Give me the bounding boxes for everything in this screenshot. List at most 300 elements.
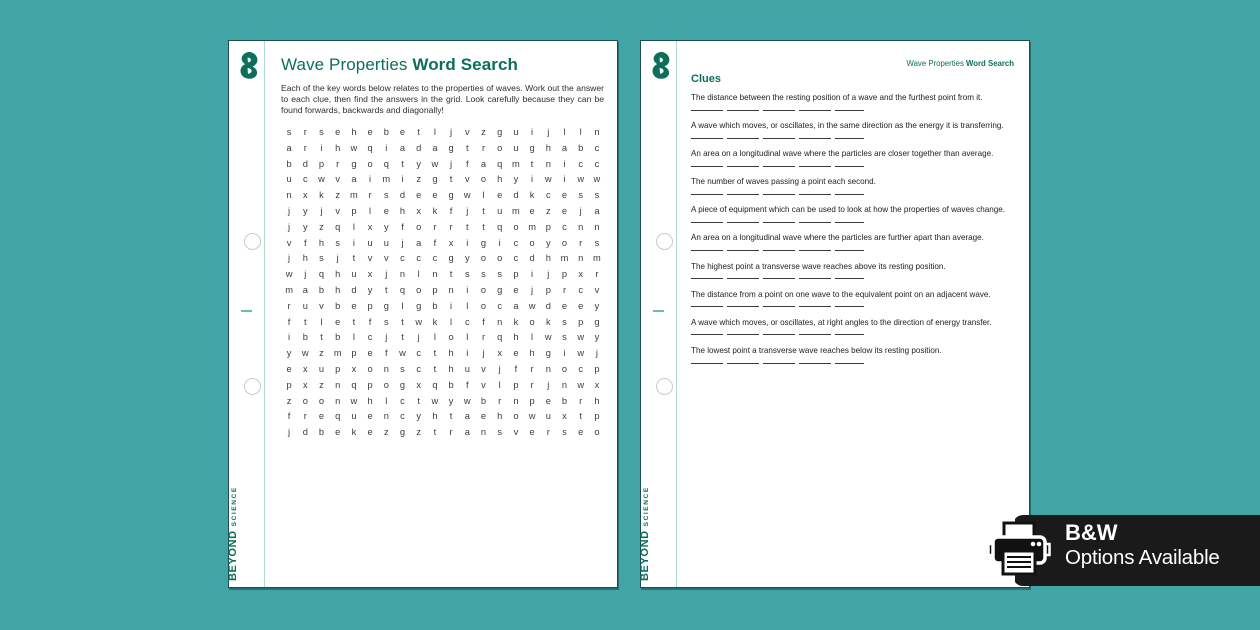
grid-letter: l xyxy=(320,316,323,327)
grid-letter: n xyxy=(335,395,341,406)
science-label: SCIENCE xyxy=(643,486,650,527)
grid-letter: b xyxy=(432,300,438,311)
grid-letter: j xyxy=(450,158,453,169)
grid-letter: r xyxy=(498,395,502,406)
grid-letter: w xyxy=(593,174,601,185)
grid-letter: b xyxy=(335,300,341,311)
clue-text: The highest point a transverse wave reaches above its resting position. xyxy=(691,261,946,271)
grid-letter: e xyxy=(335,316,341,327)
grid-letter: k xyxy=(432,205,438,216)
grid-letter: c xyxy=(594,142,600,153)
grid-letter: h xyxy=(529,348,535,359)
grid-letter: b xyxy=(302,332,308,343)
grid-letter: j xyxy=(288,221,291,232)
grid-letter: p xyxy=(594,411,600,422)
grid-letter: n xyxy=(594,221,600,232)
grid-letter: z xyxy=(319,348,324,359)
grid-letter: n xyxy=(578,221,584,232)
grid-letter: t xyxy=(320,332,323,343)
grid-letter: u xyxy=(302,300,308,311)
grid-letter: e xyxy=(367,411,373,422)
grid-letter: u xyxy=(497,205,503,216)
grid-letter: w xyxy=(528,300,536,311)
grid-letter: r xyxy=(579,237,583,248)
grid-letter: y xyxy=(513,174,519,185)
grid-letter: s xyxy=(383,190,389,201)
grid-letter: i xyxy=(531,269,534,280)
grid-letter: o xyxy=(367,158,373,169)
grid-letter: p xyxy=(545,284,551,295)
grid-letter: d xyxy=(545,300,551,311)
grid-letter: m xyxy=(593,253,601,264)
grid-letter: e xyxy=(578,300,584,311)
header-regular: Wave Properties xyxy=(906,59,964,68)
grid-letter: s xyxy=(562,316,567,327)
grid-letter: w xyxy=(399,348,406,359)
grid-letter: k xyxy=(432,316,438,327)
grid-letter: r xyxy=(368,190,372,201)
grid-letter: e xyxy=(399,127,406,137)
grid-letter: r xyxy=(579,395,583,406)
grid-letter: w xyxy=(350,142,358,153)
clue-text: A wave which moves, or oscillates, in the same direction as the energy it is transferring. xyxy=(691,121,1004,131)
grid-letter: m xyxy=(512,158,520,169)
answer-line xyxy=(691,166,864,167)
grid-letter: l xyxy=(498,379,501,390)
grid-letter: c xyxy=(513,237,519,248)
grid-letter: y xyxy=(545,237,551,248)
grid-letter: b xyxy=(318,427,325,438)
grid-letter: q xyxy=(335,411,341,422)
grid-letter: q xyxy=(383,158,389,169)
grid-letter: r xyxy=(530,363,534,374)
grid-letter: e xyxy=(367,348,373,359)
grid-letter: a xyxy=(594,205,600,216)
grid-letter: f xyxy=(465,379,469,390)
grid-letter: o xyxy=(480,253,487,264)
grid-letter: z xyxy=(416,427,422,438)
grid-letter: g xyxy=(383,300,389,311)
clue-item xyxy=(691,233,1015,251)
grid-letter: t xyxy=(401,158,404,169)
grid-letter: u xyxy=(383,237,389,248)
center-mark xyxy=(653,310,664,312)
beyond-label: BEYOND xyxy=(639,530,651,581)
grid-letter: h xyxy=(351,127,357,137)
grid-letter: k xyxy=(545,316,551,327)
grid-letter: o xyxy=(383,379,389,390)
clue-text: The distance between the resting position of a wave and the furthest point from it. xyxy=(691,93,983,102)
grid-letter: o xyxy=(497,142,503,153)
grid-letter: z xyxy=(383,427,389,438)
grid-letter: l xyxy=(531,332,534,343)
grid-letter: v xyxy=(335,174,341,185)
grid-letter: x xyxy=(302,190,308,201)
grid-letter: s xyxy=(319,253,324,264)
answer-line xyxy=(691,306,864,307)
grid-letter: o xyxy=(480,300,487,311)
grid-letter: f xyxy=(287,316,291,327)
grid-letter: k xyxy=(351,427,357,438)
bw-options-badge xyxy=(984,514,1260,586)
grid-letter: c xyxy=(400,411,405,422)
grid-letter: f xyxy=(514,363,518,374)
grid-letter: t xyxy=(433,427,437,438)
beyond-label: BEYOND xyxy=(227,530,239,581)
grid-letter: p xyxy=(367,300,373,311)
beyond-logo-icon xyxy=(649,51,675,82)
grid-letter: w xyxy=(577,332,585,343)
grid-letter: v xyxy=(464,174,470,185)
grid-letter: a xyxy=(399,142,406,153)
header-bold: Word Search xyxy=(966,59,1014,68)
grid-letter: u xyxy=(464,363,470,374)
grid-letter: z xyxy=(481,127,486,137)
grid-letter: s xyxy=(319,127,324,137)
hole-punch xyxy=(656,378,673,395)
grid-letter: z xyxy=(286,395,292,406)
grid-letter: i xyxy=(498,237,501,248)
grid-letter: a xyxy=(416,237,422,248)
grid-letter: m xyxy=(382,174,391,185)
badge-line2: Options Available xyxy=(1065,546,1220,570)
grid-letter: g xyxy=(399,427,406,438)
grid-letter: r xyxy=(481,332,486,343)
grid-letter: n xyxy=(578,253,584,264)
grid-letter: j xyxy=(531,284,534,295)
grid-letter: f xyxy=(433,237,437,248)
grid-letter: m xyxy=(512,205,520,216)
grid-letter: d xyxy=(351,284,357,295)
grid-letter: j xyxy=(320,205,323,216)
grid-letter: c xyxy=(594,158,600,169)
grid-letter: e xyxy=(578,427,584,438)
grid-letter: a xyxy=(464,411,470,422)
grid-letter: v xyxy=(481,363,486,374)
grid-letter: q xyxy=(335,221,341,232)
grid-letter: o xyxy=(513,411,519,422)
grid-letter: q xyxy=(432,379,438,390)
grid-letter: g xyxy=(416,300,422,311)
grid-letter: p xyxy=(513,379,519,390)
grid-letter: u xyxy=(318,363,325,374)
science-label: SCIENCE xyxy=(231,486,238,527)
grid-letter: h xyxy=(545,142,551,153)
grid-letter: f xyxy=(368,316,372,327)
grid-letter: r xyxy=(562,284,567,295)
grid-letter: g xyxy=(448,142,454,153)
grid-letter: w xyxy=(301,348,309,359)
grid-letter: l xyxy=(417,269,420,280)
grid-letter: t xyxy=(482,205,485,216)
grid-letter: a xyxy=(286,142,292,153)
grid-letter: w xyxy=(415,316,423,327)
grid-letter: h xyxy=(432,411,438,422)
grid-letter: c xyxy=(545,190,551,201)
grid-letter: p xyxy=(578,316,584,327)
grid-letter: q xyxy=(497,158,503,169)
grid-letter: z xyxy=(545,205,551,216)
grid-letter: a xyxy=(302,284,308,295)
page-header xyxy=(907,59,1014,68)
grid-letter: l xyxy=(433,332,436,343)
grid-letter: n xyxy=(513,395,519,406)
grid-letter: c xyxy=(578,158,584,169)
grid-letter: i xyxy=(531,174,534,185)
grid-letter: y xyxy=(416,158,422,169)
grid-letter: h xyxy=(448,348,454,359)
answer-line xyxy=(691,363,864,364)
grid-letter: q xyxy=(497,332,503,343)
grid-letter: y xyxy=(383,221,389,232)
grid-letter: i xyxy=(563,174,566,185)
grid-letter: o xyxy=(561,237,568,248)
grid-letter: z xyxy=(319,221,324,232)
clue-item xyxy=(691,318,1015,336)
grid-letter: w xyxy=(577,348,585,359)
hole-punch xyxy=(244,378,261,395)
grid-letter: w xyxy=(544,174,552,185)
grid-letter: a xyxy=(513,300,519,311)
grid-letter: h xyxy=(497,174,503,185)
grid-letter: g xyxy=(448,253,454,264)
grid-letter: e xyxy=(416,190,422,201)
grid-letter: v xyxy=(513,427,519,438)
grid-letter: j xyxy=(579,205,582,216)
grid-letter: i xyxy=(288,332,291,343)
grid-letter: n xyxy=(480,427,487,438)
grid-letter: n xyxy=(448,284,454,295)
grid-letter: b xyxy=(335,332,341,343)
grid-letter: m xyxy=(333,348,342,359)
grid-letter: e xyxy=(480,411,487,422)
grid-letter: a xyxy=(561,142,568,153)
title-bold: Word Search xyxy=(412,55,519,74)
grid-letter: x xyxy=(367,221,373,232)
grid-letter: m xyxy=(285,284,293,295)
grid-letter: u xyxy=(513,142,519,153)
grid-letter: p xyxy=(513,269,519,280)
clue-item xyxy=(691,262,1015,280)
grid-letter: y xyxy=(302,221,308,232)
grid-letter: q xyxy=(399,284,406,295)
grid-letter: x xyxy=(302,379,308,390)
grid-letter: e xyxy=(561,300,568,311)
beyond-science-wordmark xyxy=(635,486,653,581)
grid-letter: t xyxy=(449,174,453,185)
clue-item xyxy=(691,290,1015,308)
grid-letter: n xyxy=(545,158,551,169)
grid-letter: g xyxy=(448,190,454,201)
grid-letter: n xyxy=(383,411,389,422)
grid-letter: e xyxy=(529,205,535,216)
clue-text: The distance from a point on one wave to the equivalent point on an adjacent wave. xyxy=(691,289,991,299)
grid-letter: p xyxy=(351,205,357,216)
grid-letter: j xyxy=(417,332,420,343)
grid-letter: w xyxy=(431,158,439,169)
clue-text: A wave which moves, or oscillates, at right angles to the direction of energy transfer. xyxy=(691,317,992,327)
grid-letter: m xyxy=(528,221,536,232)
grid-letter: e xyxy=(286,363,292,374)
grid-letter: k xyxy=(319,190,324,201)
grid-letter: t xyxy=(482,221,485,232)
grid-letter: g xyxy=(497,127,503,137)
grid-letter: t xyxy=(433,348,437,359)
grid-letter: l xyxy=(385,395,388,406)
answer-line xyxy=(691,194,864,195)
grid-letter: y xyxy=(286,348,292,359)
grid-letter: u xyxy=(545,411,551,422)
grid-letter: g xyxy=(480,237,487,248)
grid-letter: p xyxy=(594,363,600,374)
hole-punch xyxy=(244,233,261,250)
grid-letter: f xyxy=(449,205,453,216)
grid-letter: n xyxy=(399,269,406,280)
grid-letter: t xyxy=(401,316,404,327)
grid-letter: w xyxy=(544,332,552,343)
grid-letter: e xyxy=(351,300,357,311)
grid-letter: l xyxy=(563,127,566,137)
grid-letter: i xyxy=(385,142,388,153)
grid-letter: r xyxy=(303,127,307,137)
clue-item xyxy=(691,121,1015,139)
grid-letter: h xyxy=(367,395,373,406)
grid-letter: r xyxy=(303,142,307,153)
grid-letter: j xyxy=(304,269,307,280)
grid-letter: l xyxy=(369,205,372,216)
grid-letter: l xyxy=(482,190,485,201)
clue-item xyxy=(691,205,1015,223)
grid-letter: j xyxy=(466,205,469,216)
grid-letter: o xyxy=(448,332,454,343)
grid-letter: c xyxy=(578,363,584,374)
grid-letter: h xyxy=(335,142,341,153)
grid-letter: i xyxy=(401,174,404,185)
grid-letter: j xyxy=(547,127,550,137)
answer-line xyxy=(691,222,864,223)
grid-letter: t xyxy=(530,158,534,169)
grid-letter: d xyxy=(302,158,308,169)
grid-letter: h xyxy=(335,284,341,295)
grid-letter: f xyxy=(465,158,469,169)
grid-letter: n xyxy=(432,269,438,280)
grid-letter: w xyxy=(285,269,293,280)
grid-letter: v xyxy=(286,237,292,248)
grid-letter: a xyxy=(464,427,470,438)
grid-letter: g xyxy=(545,348,551,359)
grid-letter: o xyxy=(367,363,373,374)
grid-letter: v xyxy=(481,379,486,390)
grid-letter: m xyxy=(350,190,358,201)
grid-letter: i xyxy=(352,237,355,248)
grid-letter: h xyxy=(497,411,503,422)
grid-letter: w xyxy=(350,395,358,406)
grid-letter: x xyxy=(416,205,422,216)
grid-letter: u xyxy=(367,237,373,248)
margin-rule xyxy=(264,41,265,587)
grid-letter: h xyxy=(513,332,519,343)
answer-line xyxy=(691,278,864,279)
badge-text xyxy=(1065,521,1220,571)
grid-letter: i xyxy=(466,348,469,359)
grid-letter: y xyxy=(594,332,600,343)
grid-letter: h xyxy=(318,237,325,248)
clue-item xyxy=(691,149,1015,167)
grid-letter: h xyxy=(302,253,308,264)
grid-letter: o xyxy=(529,316,535,327)
grid-letter: n xyxy=(335,379,341,390)
worksheet-page-wordsearch xyxy=(228,40,618,588)
grid-letter: d xyxy=(529,253,535,264)
grid-letter: e xyxy=(513,348,519,359)
grid-letter: s xyxy=(464,269,470,280)
grid-letter: s xyxy=(594,237,600,248)
grid-letter: y xyxy=(367,284,373,295)
grid-letter: j xyxy=(450,127,453,137)
title-regular: Wave Properties xyxy=(281,55,408,74)
clues-heading: Clues xyxy=(691,73,721,85)
clue-text: The number of waves passing a point each second. xyxy=(691,177,876,187)
grid-letter: s xyxy=(562,427,567,438)
grid-letter: q xyxy=(367,142,373,153)
grid-letter: o xyxy=(416,284,422,295)
grid-letter: w xyxy=(318,174,325,185)
grid-letter: e xyxy=(561,190,568,201)
grid-letter: a xyxy=(480,158,487,169)
grid-letter: j xyxy=(547,269,550,280)
grid-letter: a xyxy=(432,142,438,153)
grid-letter: w xyxy=(577,174,585,185)
grid-letter: p xyxy=(318,158,325,169)
grid-letter: r xyxy=(303,411,307,422)
grid-letter: i xyxy=(450,300,453,311)
grid-letter: e xyxy=(561,205,568,216)
grid-letter: c xyxy=(416,253,422,264)
clues-list xyxy=(691,93,1015,374)
grid-letter: j xyxy=(288,253,291,264)
grid-letter: o xyxy=(561,363,568,374)
grid-letter: c xyxy=(562,221,567,232)
grid-letter: g xyxy=(594,316,600,327)
beyond-logo-icon xyxy=(237,51,263,82)
grid-letter: u xyxy=(351,411,357,422)
grid-letter: t xyxy=(303,316,307,327)
grid-letter: j xyxy=(547,379,550,390)
grid-letter: w xyxy=(463,395,471,406)
grid-letter: f xyxy=(384,348,388,359)
grid-letter: v xyxy=(335,205,341,216)
grid-letter: g xyxy=(432,174,438,185)
grid-letter: s xyxy=(286,127,292,137)
clue-text: A piece of equipment which can be used to look at how the properties of waves change. xyxy=(691,205,1006,215)
grid-letter: t xyxy=(465,221,469,232)
grid-letter: b xyxy=(480,395,487,406)
grid-letter: j xyxy=(385,332,388,343)
grid-letter: t xyxy=(449,411,453,422)
grid-letter: c xyxy=(578,284,584,295)
grid-letter: v xyxy=(594,284,600,295)
grid-letter: s xyxy=(578,190,584,201)
grid-letter: t xyxy=(401,332,404,343)
grid-letter: v xyxy=(367,253,373,264)
grid-letter: z xyxy=(416,174,422,185)
grid-letter: y xyxy=(302,205,308,216)
grid-letter: x xyxy=(594,379,600,390)
grid-letter: t xyxy=(384,284,388,295)
grid-letter: o xyxy=(594,427,600,438)
grid-letter: b xyxy=(561,395,568,406)
grid-letter: p xyxy=(561,269,568,280)
